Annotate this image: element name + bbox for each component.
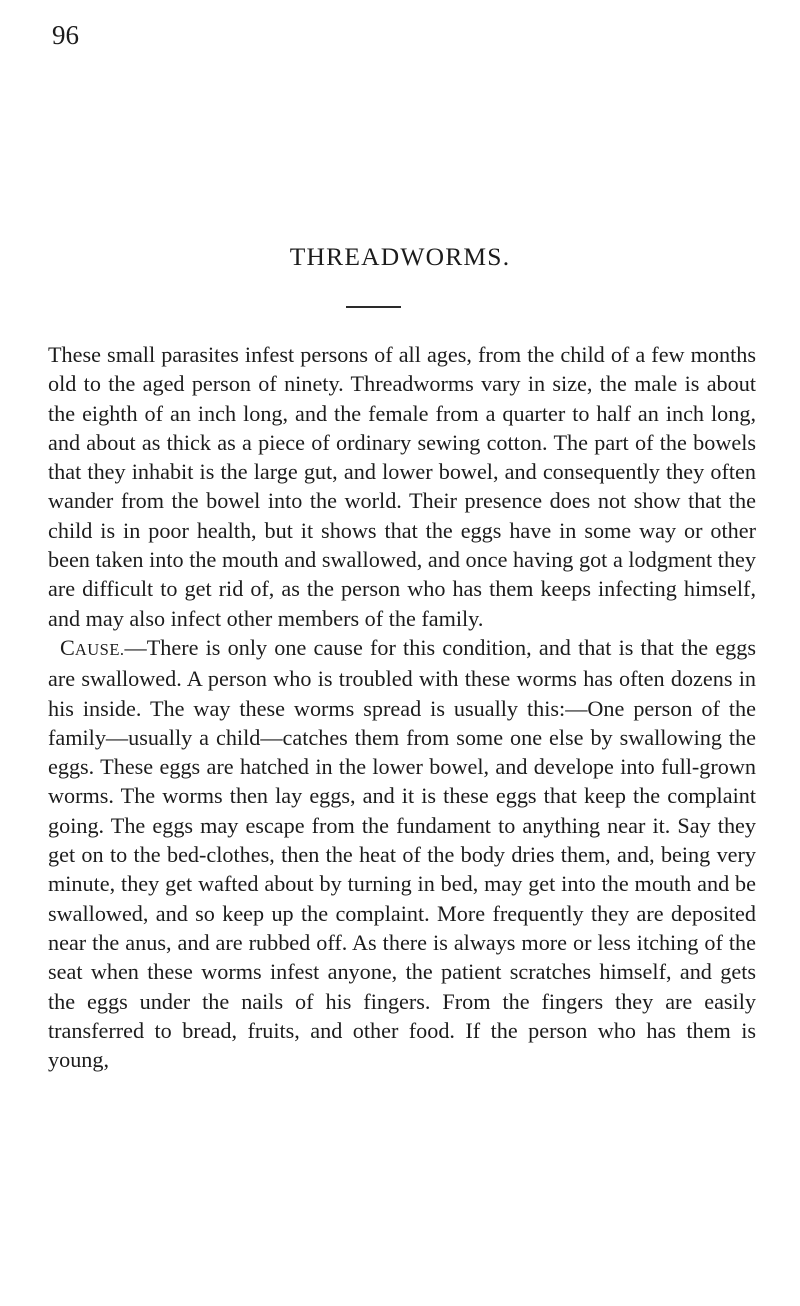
title-divider bbox=[346, 306, 401, 308]
cause-heading-rest: AUSE. bbox=[74, 639, 125, 659]
page-number: 96 bbox=[52, 20, 79, 50]
chapter-title: THREADWORMS. bbox=[289, 242, 511, 271]
paragraph-intro: These small parasites infest persons of all ages, from the child of a few months old to the aged person of ninety. Threadworms vary in size, the male is about the eighth of an inch long, and the female from a quarter to half an inch long, and about as thick as a piece of ordinary sewing cotton. The part of the bowels that they inhabit is the large gut, and lower bowel, and consequently they often wander from the bowel into the world. Their presence does not show that the child is in poor health, but it shows that the eggs have in some way or other been taken into the mouth and swallowed, and once having got a lodgment they are difficult to get rid of, as the person who has them keeps infecting himself, and may also infect other members of the family. bbox=[48, 342, 756, 631]
body-text bbox=[48, 340, 756, 1074]
cause-heading-initial: C bbox=[60, 634, 75, 660]
paragraph-cause bbox=[48, 633, 756, 1074]
cause-text: —There is only one cause for this condition, and that is that the eggs are swallowed. A person who is troubled with these worms has often dozens in his inside. The way these worms spread is usually this:—One person of the family—usually a child—catches them from some one else by swallowing the eggs. These eggs are hatched in the lower bowel, and develope into full-grown worms. The worms then lay eggs, and it is these eggs that keep the complaint going. The eggs may escape from the fundament to anything near it. Say they get on to the bed-clothes, then the heat of the body dries them, and, being very minute, they get wafted about by turning in bed, may get into the mouth and be swallowed, and so keep up the complaint. More frequently they are deposited near the anus, and are rubbed off. As there is always more or less itching of the seat when these worms infest anyone, the patient scratches himself, and gets the eggs under the nails of his fingers. From the fingers they are easily transferred to bread, fruits, and other food. If the person who has them is young, bbox=[48, 634, 756, 1073]
